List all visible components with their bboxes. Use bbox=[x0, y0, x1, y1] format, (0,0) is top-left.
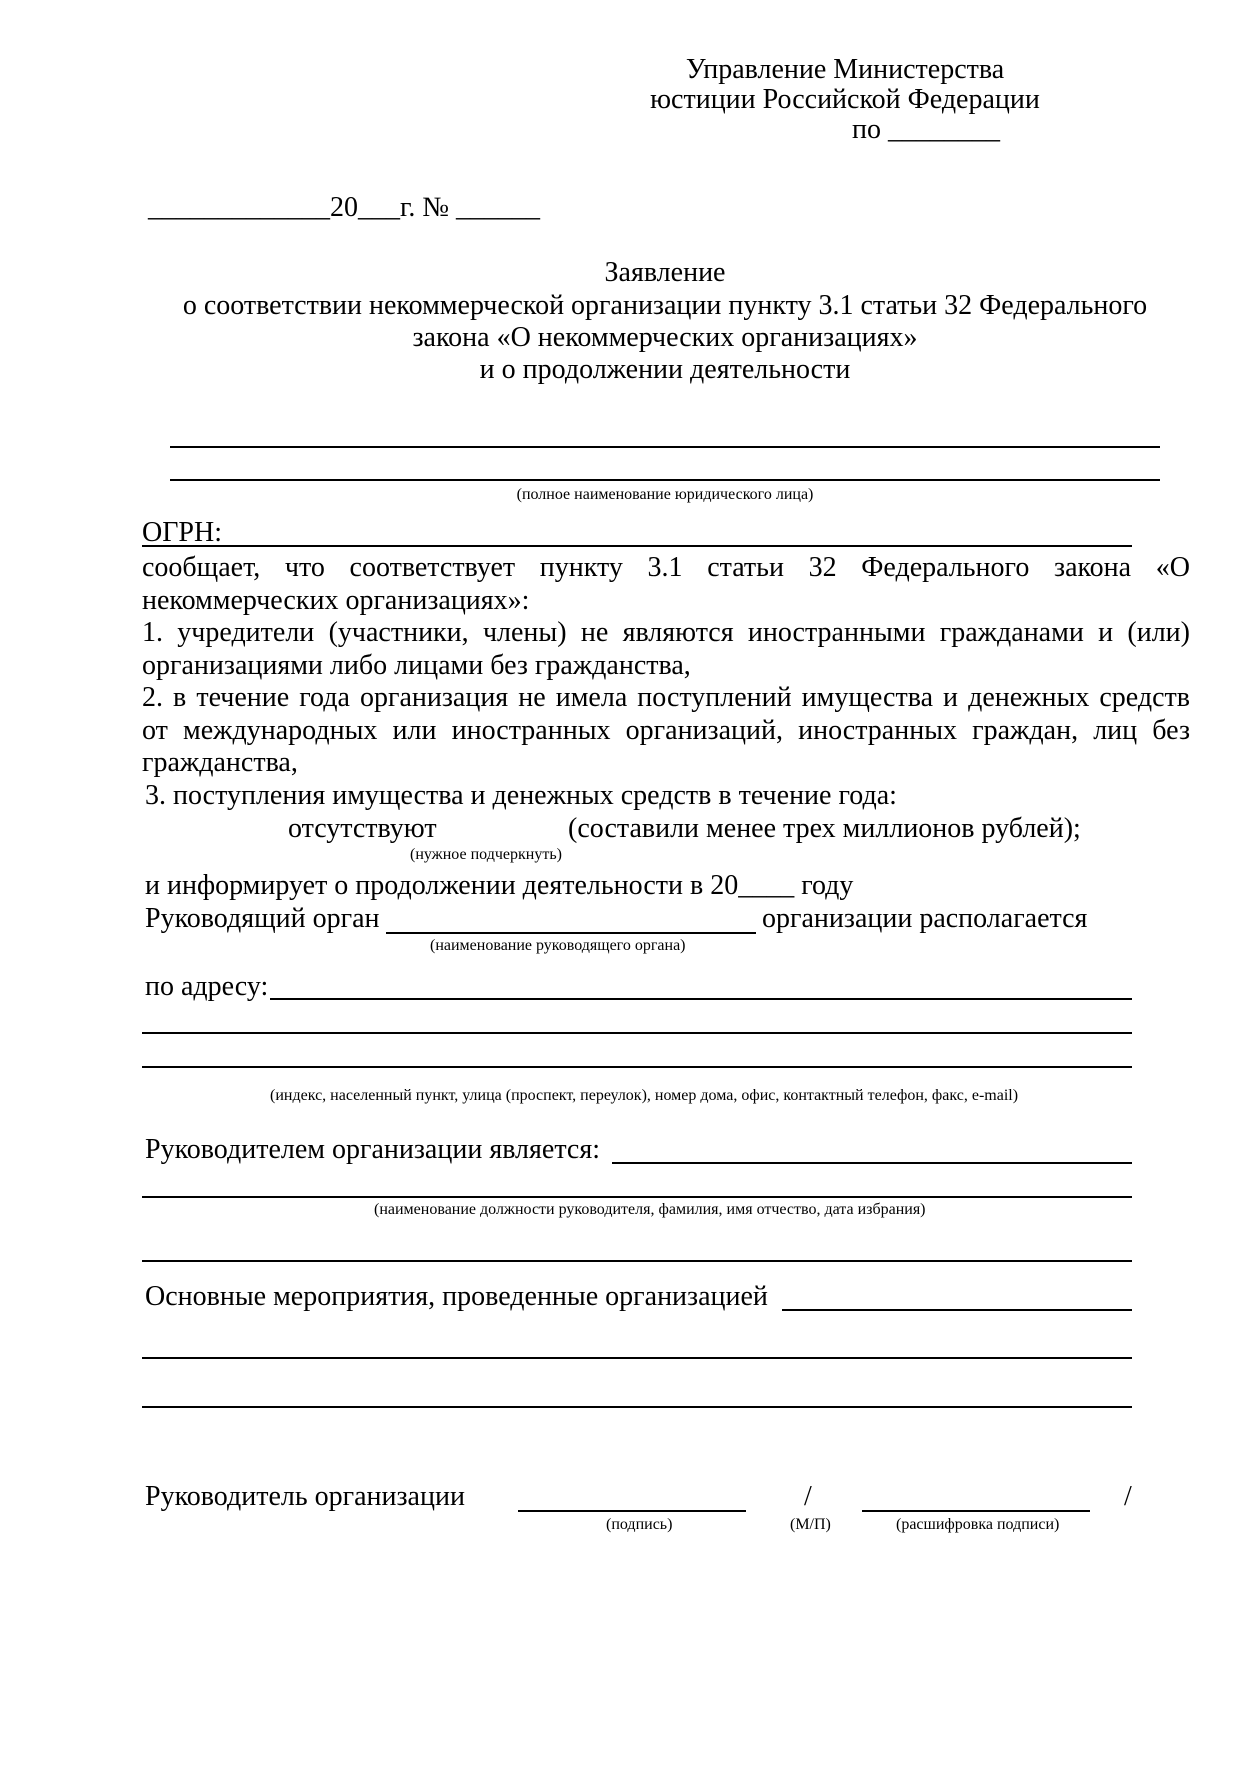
underline-needed-caption: (нужное подчеркнуть) bbox=[410, 846, 562, 863]
item-2-line-2: от международных или иностранных организаций, иностранных граждан, лиц без bbox=[142, 715, 1190, 746]
head-label: Руководителем организации является: bbox=[145, 1134, 600, 1165]
ogrn-label: ОГРН: bbox=[142, 517, 222, 548]
item-2-line-1: 2. в течение года организация не имела поступлений имущества и денежных средств bbox=[142, 682, 1190, 713]
legal-name-line-1[interactable] bbox=[170, 446, 1160, 448]
document-title: Заявление bbox=[604, 257, 726, 288]
signature-slash-2: / bbox=[1124, 1481, 1132, 1512]
signature-decode-caption: (расшифровка подписи) bbox=[896, 1516, 1060, 1533]
head-field-line-3[interactable] bbox=[142, 1260, 1132, 1262]
document-subtitle-line-3: и о продолжении деятельности bbox=[479, 354, 851, 385]
addressee-line-1: Управление Министерства bbox=[685, 54, 1005, 85]
signature-caption: (подпись) bbox=[606, 1516, 673, 1533]
address-field-line-3[interactable] bbox=[142, 1066, 1132, 1068]
seal-caption: (М/П) bbox=[790, 1516, 831, 1533]
item-2-line-3: гражданства, bbox=[142, 747, 298, 778]
legal-name-caption: (полное наименование юридического лица) bbox=[516, 486, 814, 503]
governing-body-field[interactable] bbox=[386, 932, 756, 934]
document-subtitle-line-2: закона «О некоммерческих организациях» bbox=[412, 322, 918, 353]
governing-body-caption: (наименование руководящего органа) bbox=[430, 937, 686, 954]
addressee-line-2: юстиции Российской Федерации bbox=[650, 84, 1040, 115]
item-1-line-2: организациями либо лицами без гражданства, bbox=[142, 650, 691, 681]
addressee-line-3: по ________ bbox=[852, 114, 1000, 145]
body-paragraph-line-1: сообщает, что соответствует пункту 3.1 статьи 32 Федерального закона «О bbox=[142, 552, 1190, 583]
address-label: по адресу: bbox=[145, 971, 269, 1002]
events-label: Основные мероприятия, проведенные организацией bbox=[145, 1281, 768, 1312]
legal-name-line-2[interactable] bbox=[170, 479, 1160, 481]
head-caption: (наименование должности руководителя, фамилия, имя отчество, дата избрания) bbox=[374, 1201, 926, 1218]
events-field-line-3[interactable] bbox=[142, 1406, 1132, 1408]
governing-body-prefix: Руководящий орган bbox=[145, 903, 380, 934]
option-absent[interactable]: отсутствуют bbox=[288, 813, 437, 844]
ogrn-field[interactable] bbox=[142, 545, 1132, 547]
address-field-line-2[interactable] bbox=[142, 1032, 1132, 1034]
events-field-line-1[interactable] bbox=[782, 1309, 1132, 1311]
signature-slash-1: / bbox=[804, 1481, 812, 1512]
date-number-line: _____________20___г. № ______ bbox=[148, 192, 541, 223]
item-1-line-1: 1. учредители (участники, члены) не являются иностранными гражданами и (или) bbox=[142, 617, 1190, 648]
governing-body-suffix: организации располагается bbox=[762, 903, 1088, 934]
head-field-line-1[interactable] bbox=[612, 1162, 1132, 1164]
address-field-line-1[interactable] bbox=[270, 998, 1132, 1000]
signature-field[interactable] bbox=[518, 1510, 746, 1512]
item-3-line: 3. поступления имущества и денежных средств в течение года: bbox=[145, 780, 897, 811]
head-field-line-2[interactable] bbox=[142, 1196, 1132, 1198]
signature-label: Руководитель организации bbox=[145, 1481, 465, 1512]
option-less-than-three-million[interactable]: (составили менее трех миллионов рублей); bbox=[568, 813, 1081, 844]
continue-activity-line: и информирует о продолжении деятельности в 20____ году bbox=[145, 870, 854, 901]
events-field-line-2[interactable] bbox=[142, 1357, 1132, 1359]
document-subtitle-line-1: о соответствии некоммерческой организации пункту 3.1 статьи 32 Федерального bbox=[182, 290, 1148, 321]
body-paragraph-line-2: некоммерческих организациях»: bbox=[142, 585, 530, 616]
address-caption: (индекс, населенный пункт, улица (проспект, переулок), номер дома, офис, контактный телефон, факс, e-mail) bbox=[270, 1087, 1019, 1104]
signature-decode-field[interactable] bbox=[862, 1510, 1090, 1512]
